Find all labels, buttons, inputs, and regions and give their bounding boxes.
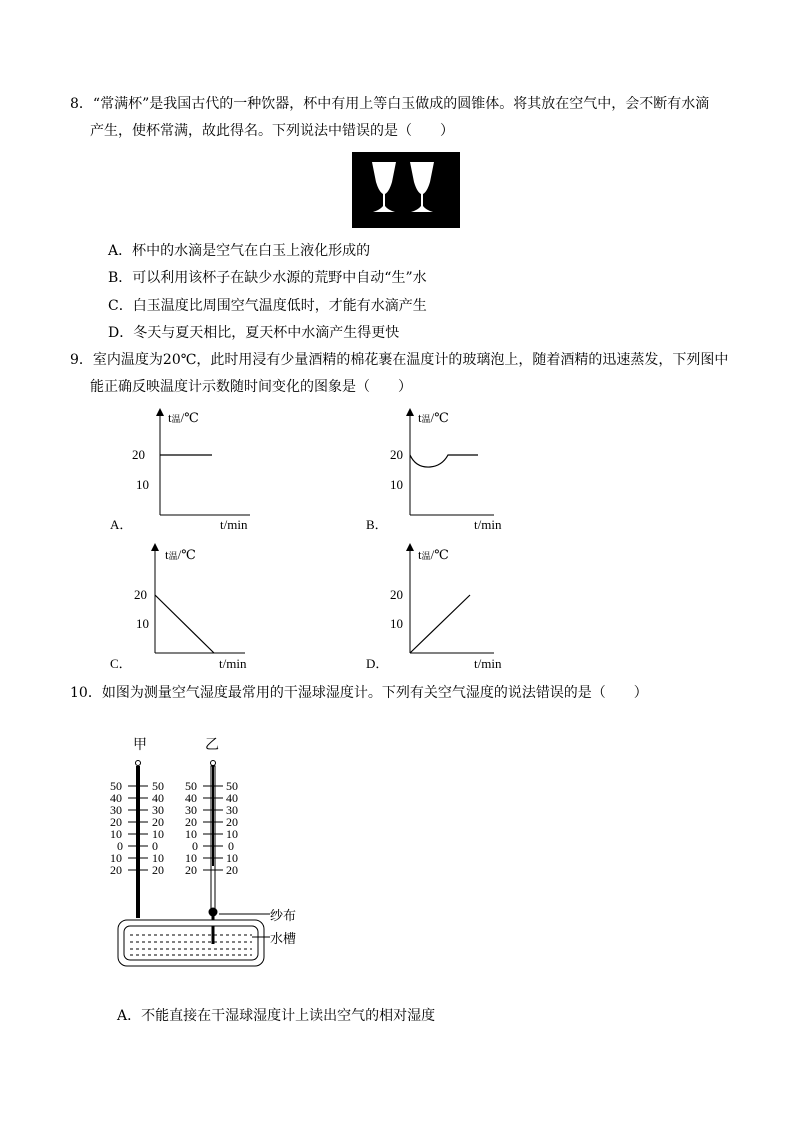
svg-text:0: 0 [228, 839, 234, 853]
svg-text:40: 40 [152, 791, 164, 805]
x-label: t/min [219, 656, 247, 671]
q10-line-1: 10．如图为测量空气湿度最常用的干湿球湿度计。下列有关空气湿度的说法错误的是（ ） [70, 685, 648, 701]
q8-option-a: A．杯中的水滴是空气在白玉上液化形成的 [108, 243, 371, 259]
x-label: t/min [220, 517, 248, 532]
thermometer-label-right: 乙 [205, 738, 219, 753]
svg-text:40: 40 [226, 791, 238, 805]
option-label: D． [366, 656, 389, 671]
tick-20: 20 [390, 447, 403, 462]
svg-text:10: 10 [110, 851, 122, 865]
svg-text:10: 10 [185, 851, 197, 865]
svg-text:30: 30 [185, 803, 197, 817]
q8-line-1: 8．“常满杯”是我国古代的一种饮器，杯中有用上等白玉做成的圆锥体。将其放在空气中，会不断有水滴 [70, 96, 710, 112]
tick-10: 10 [136, 477, 149, 492]
svg-text:10: 10 [226, 851, 238, 865]
graph-a [100, 400, 270, 535]
svg-text:10: 10 [110, 827, 122, 841]
curve [155, 595, 214, 653]
svg-text:10: 10 [152, 851, 164, 865]
scale-right-inner [226, 779, 238, 877]
svg-text:20: 20 [226, 863, 238, 877]
q9-line-1: 9．室内温度为20℃，此时用浸有少量酒精的棉花裹在温度计的玻璃泡上，随着酒精的迅速蒸发，下列图中 [70, 352, 729, 368]
svg-text:50: 50 [110, 779, 122, 793]
x-label: t/min [474, 656, 502, 671]
q10-option-a: A．不能直接在干湿球湿度计上读出空气的相对湿度 [117, 1008, 436, 1024]
svg-text:20: 20 [226, 815, 238, 829]
svg-text:10: 10 [226, 827, 238, 841]
svg-text:20: 20 [110, 863, 122, 877]
tick-10: 10 [136, 616, 149, 631]
tick-20: 20 [132, 447, 145, 462]
svg-text:50: 50 [185, 779, 197, 793]
svg-text:20: 20 [110, 815, 122, 829]
svg-text:0: 0 [152, 839, 158, 853]
svg-text:0: 0 [117, 839, 123, 853]
thermometer-label-left: 甲 [133, 738, 147, 753]
svg-text:30: 30 [152, 803, 164, 817]
q8-option-c: C．白玉温度比周围空气温度低时，才能有水滴产生 [108, 298, 427, 314]
svg-text:0: 0 [192, 839, 198, 853]
hygrometer-figure [100, 728, 320, 978]
tick-20: 20 [390, 587, 403, 602]
label-tank: 水槽 [270, 931, 297, 946]
label-cloth: 纱布 [270, 908, 297, 923]
y-label: t温/℃ [418, 547, 449, 562]
svg-text:40: 40 [110, 791, 122, 805]
tick-20: 20 [134, 587, 147, 602]
x-label: t/min [474, 517, 502, 532]
svg-text:50: 50 [226, 779, 238, 793]
cup-icon [372, 162, 434, 212]
tick-10: 10 [390, 616, 403, 631]
svg-text:10: 10 [152, 827, 164, 841]
svg-text:20: 20 [152, 863, 164, 877]
scale-left-outer [110, 779, 123, 877]
q8-option-d: D．冬天与夏天相比，夏天杯中水滴产生得更快 [108, 325, 400, 341]
y-label: t温/℃ [168, 410, 199, 425]
curve [410, 455, 478, 467]
svg-text:50: 50 [152, 779, 164, 793]
svg-text:30: 30 [110, 803, 122, 817]
curve [410, 595, 470, 653]
svg-text:20: 20 [185, 815, 197, 829]
y-label: t温/℃ [165, 547, 196, 562]
svg-text:20: 20 [152, 815, 164, 829]
option-label: A． [110, 517, 133, 532]
option-label: C． [110, 656, 132, 671]
scale-right-outer [185, 779, 198, 877]
svg-text:10: 10 [185, 827, 197, 841]
q8-line-2: 产生，使杯常满，故此得名。下列说法中错误的是（ ） [90, 123, 454, 139]
graph-d [356, 539, 526, 674]
graph-b [356, 400, 526, 535]
svg-text:40: 40 [185, 791, 197, 805]
q8-option-b: B．可以利用该杯子在缺少水源的荒野中自动“生”水 [108, 270, 427, 286]
option-label: B． [366, 517, 388, 532]
q9-line-2: 能正确反映温度计示数随时间变化的图象是（ ） [90, 379, 412, 395]
y-label: t温/℃ [418, 410, 449, 425]
cups-photo [352, 152, 460, 228]
scale-left-inner [152, 779, 164, 877]
tick-10: 10 [390, 477, 403, 492]
graph-c [100, 539, 270, 674]
svg-text:30: 30 [226, 803, 238, 817]
svg-text:20: 20 [185, 863, 197, 877]
